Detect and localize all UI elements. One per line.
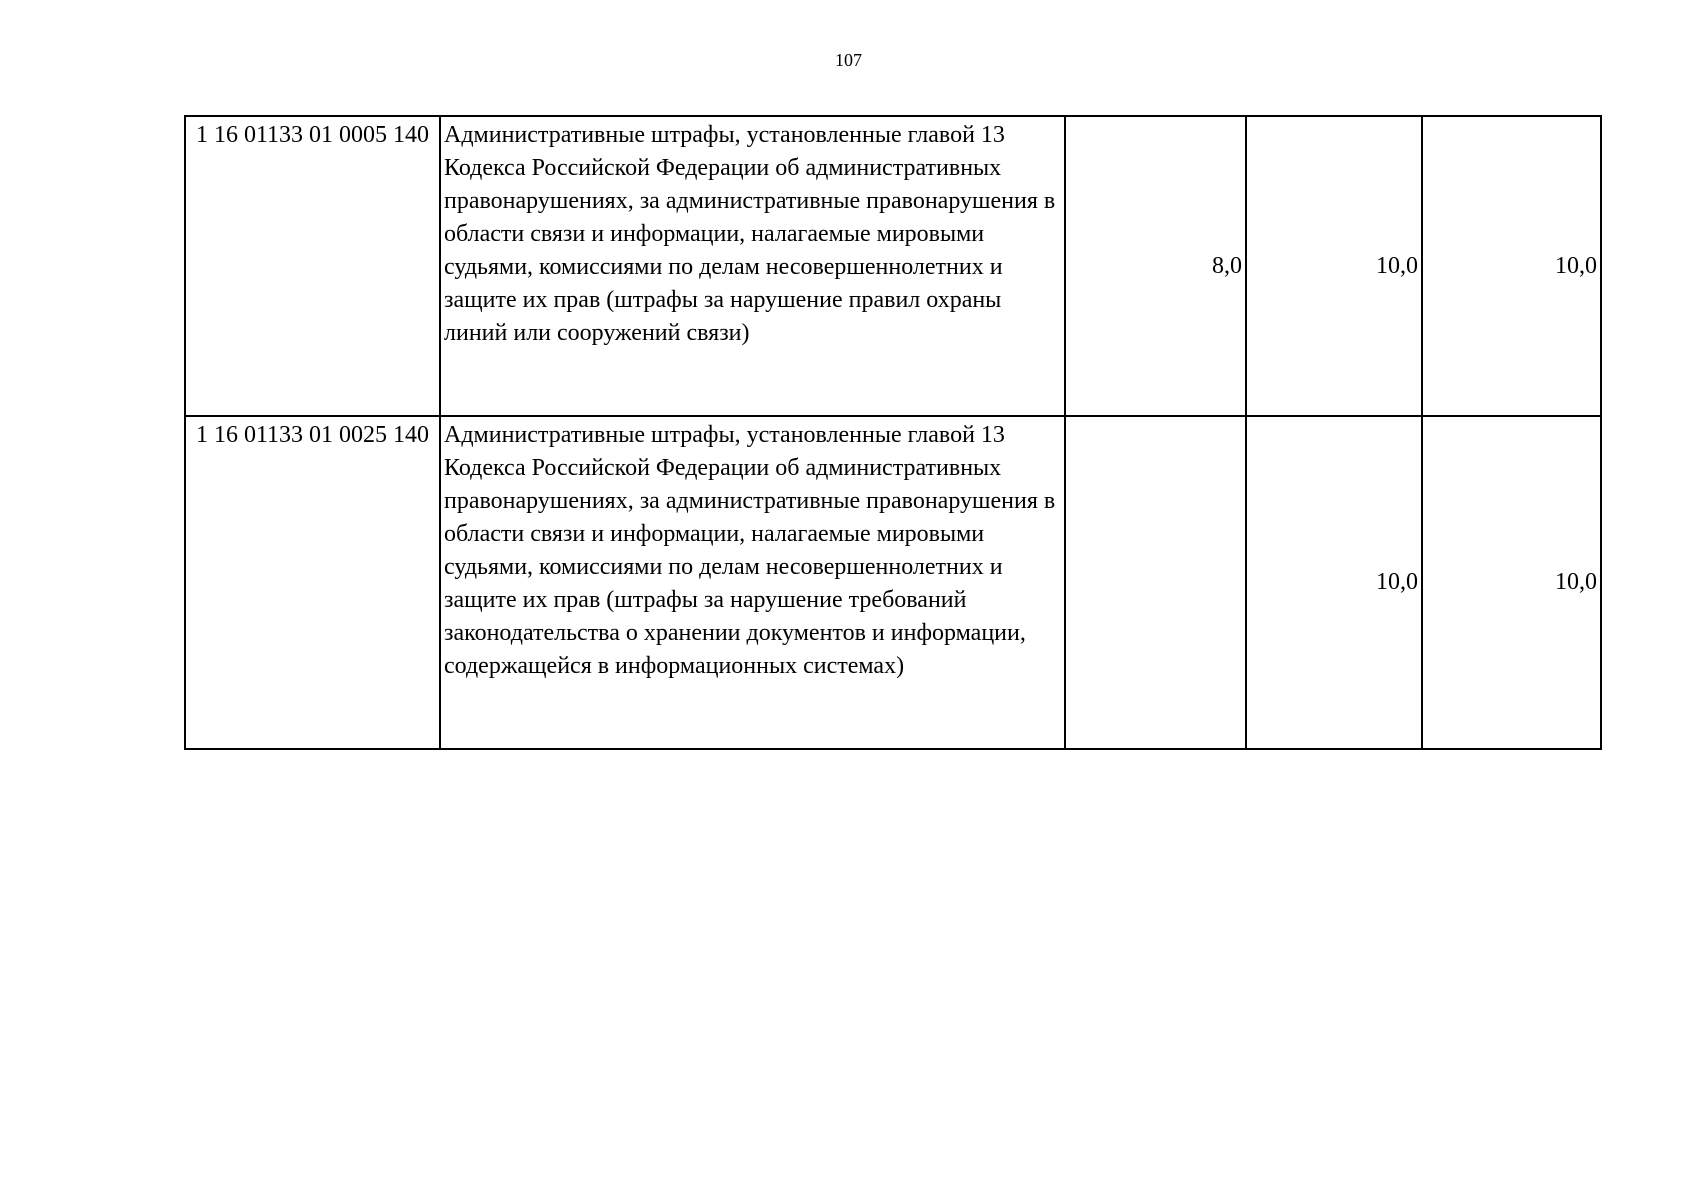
table-row [185, 416, 1601, 749]
revenue-name-cell: Административные штрафы, установленные главой 13 Кодекса Российской Федерации об административных правонарушениях, за административные правонарушения в области связи и информации, налагаемые мировыми судьями, комиссиями по делам несовершеннолетних и защите их прав (штрафы за нарушение правил охраны линий или сооружений связи) [440, 116, 1065, 416]
value-cell-year-2: 10,0 [1246, 416, 1422, 749]
value-cell-year-3: 10,0 [1422, 116, 1601, 416]
table-row [185, 116, 1601, 416]
revenue-name-cell: Административные штрафы, установленные главой 13 Кодекса Российской Федерации об административных правонарушениях, за административные правонарушения в области связи и информации, налагаемые мировыми судьями, комиссиями по делам несовершеннолетних и защите их прав (штрафы за нарушение требований законодательства о хранении документов и информации, содержащейся в информационных системах) [440, 416, 1065, 749]
budget-code-cell: 1 16 01133 01 0025 140 [185, 416, 440, 749]
value-cell-year-2: 10,0 [1246, 116, 1422, 416]
value-cell-year-1: 8,0 [1065, 116, 1246, 416]
value-cell-year-1 [1065, 416, 1246, 749]
budget-code-cell: 1 16 01133 01 0005 140 [185, 116, 440, 416]
value-cell-year-3: 10,0 [1422, 416, 1601, 749]
budget-revenue-table [184, 115, 1602, 750]
page-number: 107 [835, 50, 862, 70]
